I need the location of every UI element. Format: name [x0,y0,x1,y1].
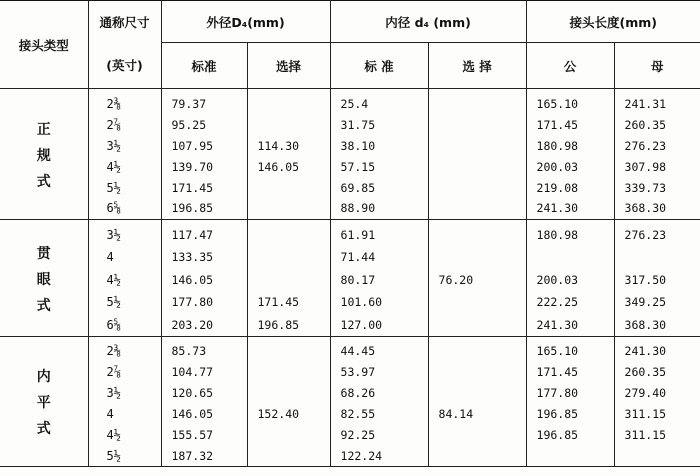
id-std-cell: 88.90 [330,198,428,219]
id-sel-cell: 84.14 [428,404,526,425]
id-std-cell: 57.15 [330,156,428,177]
table-row [0,177,700,198]
id-sel-cell: 76.20 [428,269,526,292]
male-cell: 171.45 [526,114,614,135]
id-sel-cell [428,93,526,114]
joint-type-label [0,224,88,337]
od-sel-cell: 146.05 [247,156,330,177]
id-sel-cell [428,156,526,177]
nominal-size-cell: 2⅜ [88,341,161,362]
nominal-size-cell: 4 [88,246,161,269]
id-std-cell: 92.25 [330,425,428,446]
od-std-cell: 196.85 [161,198,247,219]
nominal-size-cell: 5½ [88,291,161,314]
nominal-size-cell: 3½ [88,224,161,247]
id-std-cell: 61.91 [330,224,428,247]
joint-type-char: 式 [36,173,51,190]
id-std-cell: 68.26 [330,383,428,404]
od-sel-cell [247,362,330,383]
male-cell: 219.08 [526,177,614,198]
id-sel-cell [428,198,526,219]
od-sel-cell: 114.30 [247,135,330,156]
table-row [0,135,700,156]
od-sel-cell [247,114,330,135]
id-sel-cell [428,341,526,362]
female-cell: 241.31 [624,96,667,111]
id-sel-cell [428,224,526,247]
table-row [0,156,700,177]
id-sel-cell [428,383,526,404]
header-joint-length: 接头长度(mm) [526,1,700,43]
od-std-cell: 95.25 [161,114,247,135]
id-std-cell: 101.60 [330,291,428,314]
header-od-standard: 标准 [161,43,247,89]
table-row [0,314,700,337]
female-cell: 368.30 [614,198,700,219]
od-sel-cell: 171.45 [247,291,330,314]
female-cell: 349.25 [624,295,667,310]
male-cell: 196.85 [526,404,614,425]
od-std-cell: 139.70 [161,156,247,177]
nominal-size-cell: 4½ [88,156,161,177]
table-row [0,383,700,404]
nominal-size-cell: 5½ [88,446,161,467]
male-cell [526,246,614,269]
table-body [0,89,700,467]
table-row [0,269,700,292]
od-std-cell: 107.95 [161,135,247,156]
od-sel-cell [247,446,330,467]
id-sel-cell [428,291,526,314]
table-row [0,114,700,135]
nominal-size-cell: 3½ [88,135,161,156]
header-outer-diameter: 外径D₄(mm) [161,1,330,43]
id-sel-cell [428,314,526,337]
female-cell: 260.35 [624,117,667,132]
table-row [0,198,700,219]
header-joint-type: 接头类型 [0,1,88,89]
female-cell: 276.23 [624,138,667,153]
id-sel-cell [428,246,526,269]
header-id-standard: 标 准 [330,43,428,89]
nominal-size-cell: 4 [88,404,161,425]
od-std-cell: 155.57 [161,425,247,446]
male-cell: 180.98 [526,224,614,247]
joint-type-label [0,93,88,219]
male-cell: 165.10 [526,93,614,114]
header-male: 公 [526,43,614,89]
female-cell: 317.50 [624,272,667,287]
nominal-size-cell: 6⅝ [88,198,161,219]
joint-type-label [0,341,88,467]
male-cell: 165.10 [526,341,614,362]
female-cell: 339.73 [624,180,667,195]
od-sel-cell [247,425,330,446]
male-cell: 241.30 [526,198,614,219]
od-std-cell: 117.47 [161,224,247,247]
joint-type-char: 内 [36,369,51,386]
id-std-cell: 82.55 [330,404,428,425]
male-cell: 196.85 [526,425,614,446]
table-row [0,425,700,446]
id-std-cell: 127.00 [330,314,428,337]
id-std-cell: 53.97 [330,362,428,383]
id-sel-cell [428,425,526,446]
nominal-size-cell: 2⅞ [88,114,161,135]
table-row [0,362,700,383]
id-std-cell: 69.85 [330,177,428,198]
id-std-cell: 71.44 [330,246,428,269]
header-inch: (英寸) [88,43,161,89]
male-cell: 177.80 [526,383,614,404]
id-sel-cell [428,177,526,198]
od-std-cell: 85.73 [161,341,247,362]
od-sel-cell [247,383,330,404]
id-std-cell: 122.24 [330,446,428,467]
table-row [0,93,700,114]
id-std-cell: 38.10 [330,135,428,156]
female-cell [614,246,700,269]
female-cell: 279.40 [624,386,667,400]
female-cell: 276.23 [624,227,667,242]
joint-type-char: 式 [36,421,51,438]
nominal-size-cell: 2⅜ [88,93,161,114]
id-std-cell: 25.4 [330,93,428,114]
female-cell: 241.30 [624,344,667,358]
female-cell: 307.98 [624,159,667,174]
header-female: 母 [614,43,700,89]
nominal-size-cell: 4½ [88,269,161,292]
female-cell: 260.35 [624,365,667,379]
id-std-cell: 80.17 [330,269,428,292]
joint-type-char: 式 [36,297,51,314]
od-std-cell: 104.77 [161,362,247,383]
header-inner-diameter: 内径 d₄ (mm) [330,1,526,43]
table-row [0,291,700,314]
id-sel-cell [428,114,526,135]
od-sel-cell [247,198,330,219]
id-sel-cell [428,135,526,156]
od-sel-cell [247,341,330,362]
od-std-cell: 187.32 [161,446,247,467]
table-row [0,246,700,269]
joint-type-char: 贯 [36,245,51,262]
female-cell: 368.30 [614,314,700,337]
od-std-cell: 177.80 [161,291,247,314]
joint-type-char: 规 [36,147,51,164]
od-sel-cell: 152.40 [247,404,330,425]
od-sel-cell [247,177,330,198]
nominal-size-cell: 5½ [88,177,161,198]
table-row [0,404,700,425]
header-id-select: 选 择 [428,43,526,89]
joint-type-char: 正 [36,121,51,138]
joint-type-char: 眼 [36,271,51,288]
header-nominal-size: 通称尺寸 [88,1,161,43]
nominal-size-cell: 6⅝ [88,314,161,337]
od-sel-cell [247,224,330,247]
header-od-select: 选择 [247,43,330,89]
male-cell: 180.98 [526,135,614,156]
od-std-cell: 171.45 [161,177,247,198]
id-sel-cell [428,362,526,383]
nominal-size-cell: 3½ [88,383,161,404]
female-cell: 311.15 [624,428,667,442]
id-std-cell: 31.75 [330,114,428,135]
joint-type-char: 平 [36,395,51,412]
nominal-size-cell: 4½ [88,425,161,446]
male-cell: 222.25 [526,291,614,314]
table-row [0,224,700,247]
od-std-cell: 79.37 [161,93,247,114]
id-sel-cell [428,446,526,467]
od-std-cell: 120.65 [161,383,247,404]
male-cell: 171.45 [526,362,614,383]
female-cell [614,446,700,467]
od-sel-cell [247,246,330,269]
od-std-cell: 203.20 [161,314,247,337]
od-sel-cell [247,93,330,114]
male-cell [526,446,614,467]
od-std-cell: 146.05 [161,269,247,292]
od-sel-cell [247,269,330,292]
nominal-size-cell: 2⅞ [88,362,161,383]
od-std-cell: 133.35 [161,246,247,269]
male-cell: 241.30 [526,314,614,337]
table-header [0,1,700,89]
id-std-cell: 44.45 [330,341,428,362]
od-sel-cell: 196.85 [247,314,330,337]
table-row [0,341,700,362]
female-cell: 311.15 [624,407,667,421]
male-cell: 200.03 [526,269,614,292]
male-cell: 200.03 [526,156,614,177]
od-std-cell: 146.05 [161,404,247,425]
table-row [0,446,700,467]
